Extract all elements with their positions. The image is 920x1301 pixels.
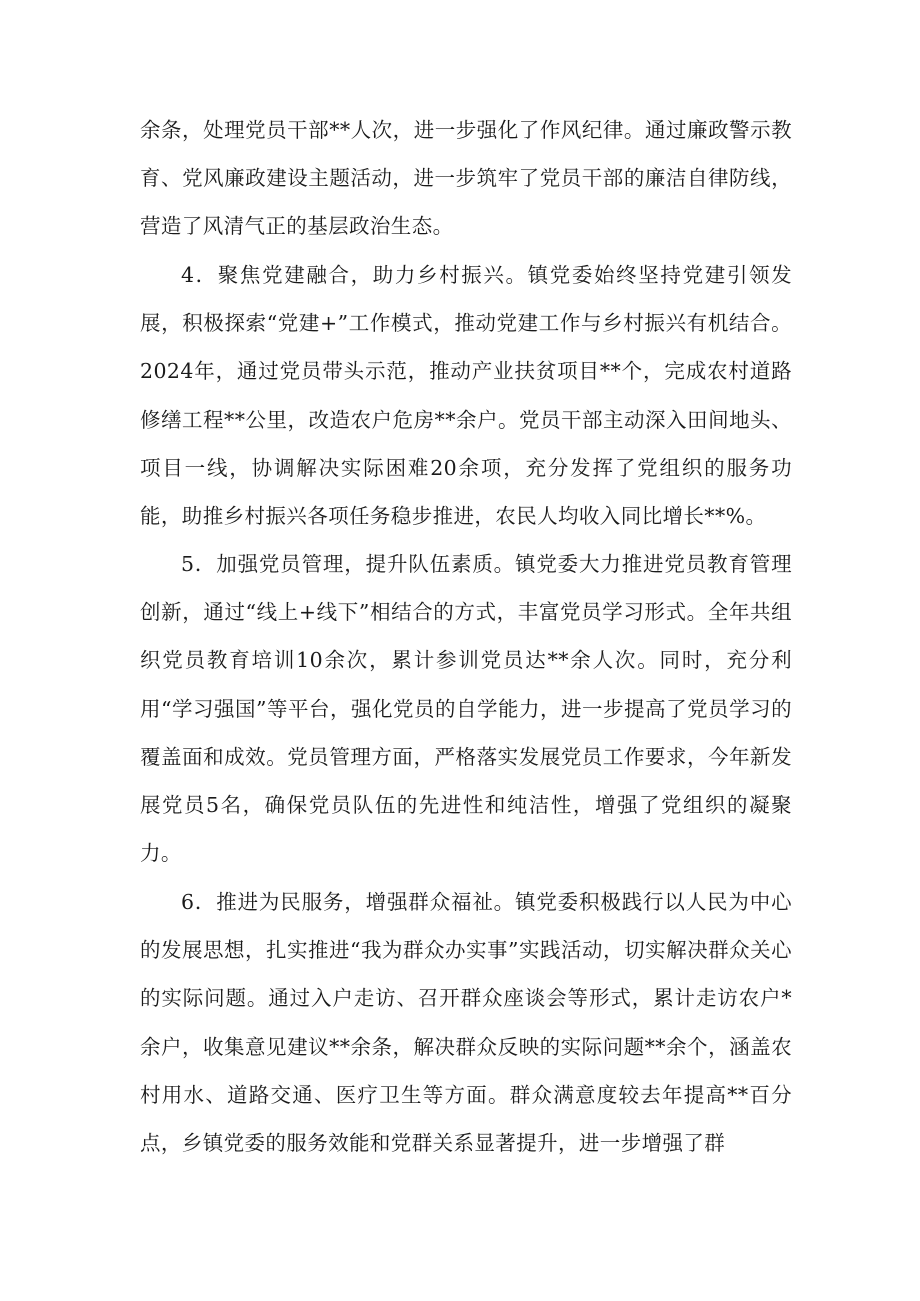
paragraph-6-block bbox=[140, 878, 792, 1167]
paragraph-5-block bbox=[140, 540, 792, 877]
paragraph-4-block bbox=[140, 251, 792, 540]
paragraph-6-public-service: 6．推进为民服务，增强群众福祉。镇党委积极践行以人民为中心的发展思想，扎实推进“我为群众办实事”实践活动，切实解决群众关心的实际问题。通过入户走访、召开群众座谈会等形式，累计走访农户*余户，收集意见建议**余条，解决群众反映的实际问题**余个，涵盖农村用水、道路交通、医疗卫生等方面。群众满意度较去年提高**百分点，乡镇党委的服务效能和党群关系显著提升，进一步增强了群 bbox=[140, 890, 792, 1156]
paragraph-continuation: 余条，处理党员干部**人次，进一步强化了作风纪律。通过廉政警示教育、党风廉政建设主题活动，进一步筑牢了党员干部的廉洁自律防线，营造了风清气正的基层政治生态。 bbox=[140, 118, 792, 239]
paragraph-continuation-block bbox=[140, 106, 792, 251]
paragraph-4-party-building-integration: 4．聚焦党建融合，助力乡村振兴。镇党委始终坚持党建引领发展，积极探索“党建+”工作模式，推动党建工作与乡村振兴有机结合。2024年，通过党员带头示范，推动产业扶贫项目**个，完成农村道路修缮工程**公里，改造农户危房**余户。党员干部主动深入田间地头、项目一线，协调解决实际困难20余项，充分发挥了党组织的服务功能，助推乡村振兴各项任务稳步推进，农民人均收入同比增长**%。 bbox=[140, 263, 792, 529]
paragraph-5-member-management: 5．加强党员管理，提升队伍素质。镇党委大力推进党员教育管理创新，通过“线上+线下”相结合的方式，丰富党员学习形式。全年共组织党员教育培训10余次，累计参训党员达**余人次。同时，充分利用“学习强国”等平台，强化党员的自学能力，进一步提高了党员学习的覆盖面和成效。党员管理方面，严格落实发展党员工作要求，今年新发展党员5名，确保党员队伍的先进性和纯洁性，增强了党组织的凝聚力。 bbox=[140, 552, 792, 866]
